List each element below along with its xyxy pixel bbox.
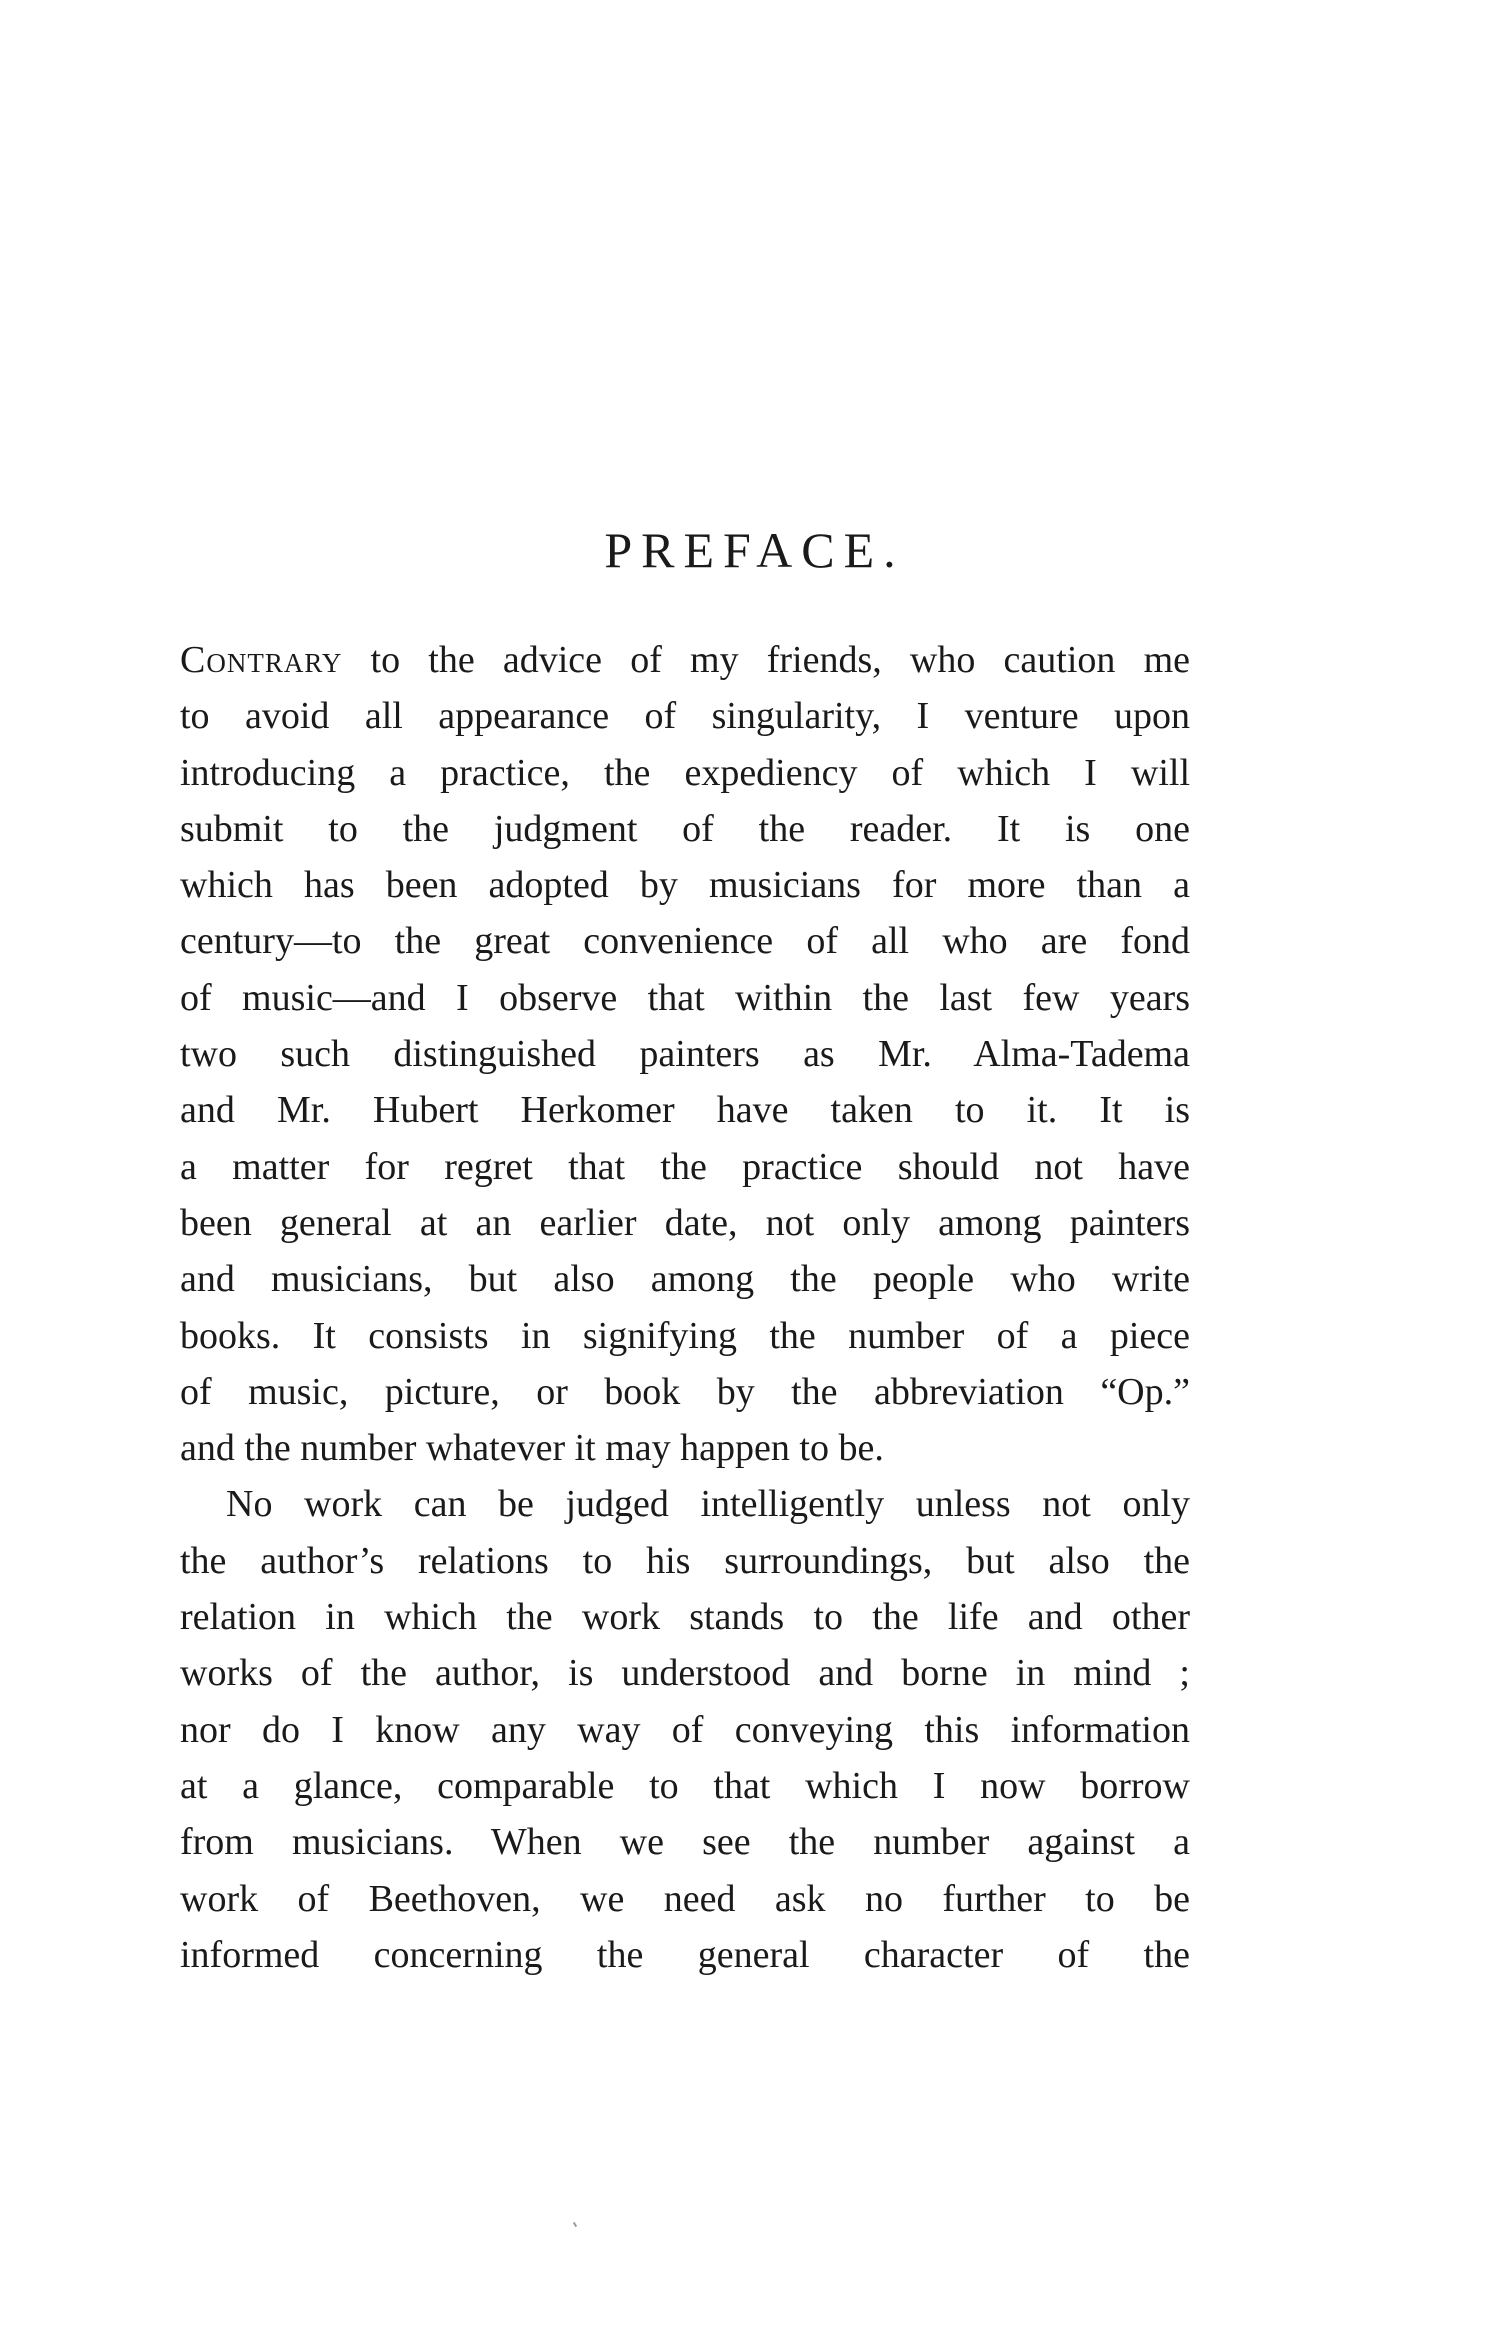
paragraph-line: works of the author, is understood and borne in mind ; — [180, 1652, 1190, 1695]
paragraph-line: and musicians, but also among the people who write — [180, 1258, 1190, 1301]
paragraph-line: the author’s relations to his surroundings, but also the — [180, 1539, 1190, 1582]
paragraph-line: submit to the judgment of the reader. It is one — [180, 807, 1190, 850]
ink-speck — [573, 2222, 577, 2227]
preface-body — [180, 632, 1190, 1983]
paragraph-line: of music, picture, or book by the abbreviation “Op.” — [180, 1370, 1190, 1413]
page-title: PREFACE. — [604, 522, 905, 578]
paragraph-line: work of Beethoven, we need ask no further to be — [180, 1877, 1190, 1920]
paragraph-2 — [180, 1476, 1190, 1983]
paragraph-line: a matter for regret that the practice should not have — [180, 1145, 1190, 1188]
paragraph-line: and the number whatever it may happen to be. — [180, 1427, 884, 1470]
lead-word-smallcaps: Contrary — [180, 639, 343, 681]
paragraph-line: century—to the great convenience of all who are fond — [180, 920, 1190, 963]
paragraph-line: two such distinguished painters as Mr. Alma-Tadema — [180, 1033, 1190, 1076]
paragraph-line: relation in which the work stands to the life and other — [180, 1596, 1190, 1639]
paragraph-line: to avoid all appearance of singularity, I venture upon — [180, 695, 1190, 738]
paragraph-line: informed concerning the general character of the — [180, 1933, 1190, 1976]
paragraph-line: No work can be judged intelligently unless not only — [226, 1483, 1190, 1526]
paragraph-line: at a glance, comparable to that which I now borrow — [180, 1764, 1190, 1807]
paragraph-line: which has been adopted by musicians for more than a — [180, 864, 1190, 907]
paragraph-line: introducing a practice, the expediency of which I will — [180, 751, 1190, 794]
paragraph-line: been general at an earlier date, not only among painters — [180, 1201, 1190, 1244]
paragraph-line: from musicians. When we see the number against a — [180, 1821, 1190, 1864]
paragraph-line: nor do I know any way of conveying this information — [180, 1708, 1190, 1751]
paragraph-line: books. It consists in signifying the number of a piece — [180, 1314, 1190, 1357]
paragraph-line: of music—and I observe that within the last few years — [180, 976, 1190, 1019]
paragraph-1 — [180, 632, 1190, 1476]
paragraph-line: Contrary to the advice of my friends, who caution me — [180, 639, 1190, 681]
paragraph-line: and Mr. Hubert Herkomer have taken to it. It is — [180, 1089, 1190, 1132]
